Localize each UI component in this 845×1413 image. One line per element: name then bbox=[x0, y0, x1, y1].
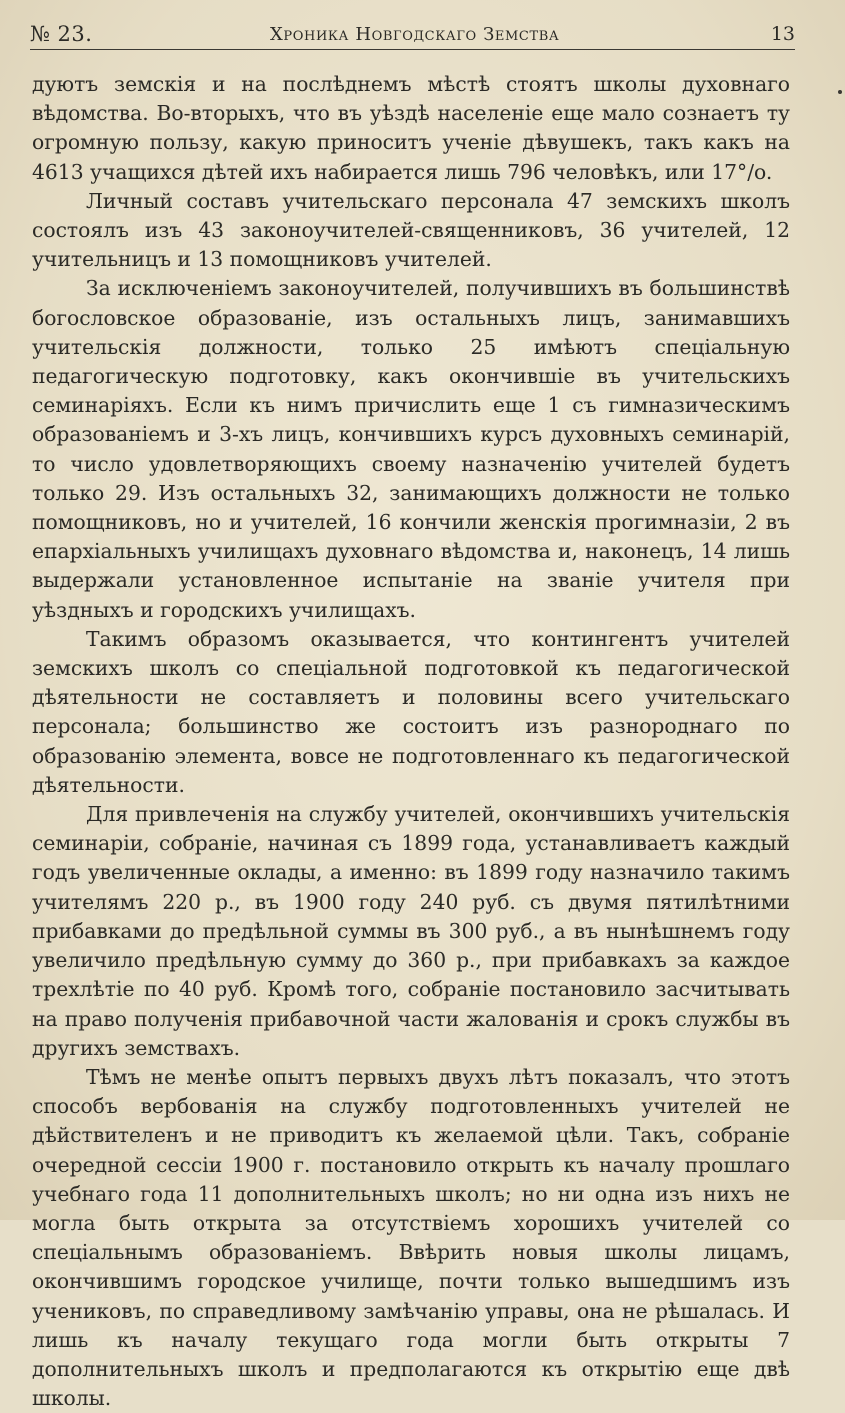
header-rule bbox=[30, 49, 795, 50]
paragraph: Тѣмъ не менѣе опытъ первыхъ двухъ лѣтъ показалъ, что этотъ способъ вербованія на службу подготовленныхъ учителей не дѣйствителенъ и не приводитъ къ желаемой цѣли. Такъ, собраніе очередной сессіи 1900 г. постановило открыть къ началу прошлаго учебнаго года 11 дополнительныхъ школъ; но ни одна изъ нихъ не могла быть открыта за отсутствіемъ хорошихъ учителей со спеціальнымъ образованіемъ. Ввѣрить новыя школы лицамъ, окончившимъ городское училище, почти только вышедшимъ изъ учениковъ, по справедливому замѣчанію управы, она не рѣшалась. И лишь къ началу текущаго года могли быть открыты 7 дополнительныхъ школъ и предполагаются къ открытію еще двѣ школы. bbox=[32, 1064, 790, 1411]
running-header bbox=[30, 22, 795, 52]
page-number: 13 bbox=[770, 23, 795, 45]
paragraph: Личный составъ учительскаго персонала 47 земскихъ школъ состоялъ изъ 43 законоучителей-священниковъ, 36 учителей, 12 учительницъ и 13 помощниковъ учителей. bbox=[32, 188, 790, 272]
margin-speck bbox=[838, 90, 842, 94]
paragraph: Такимъ образомъ оказывается, что контингентъ учителей земскихъ школъ со спеціальной подготовкой къ педагогической дѣятельности не составляетъ и половины всего учительскаго персонала; большинство же состоитъ изъ разнороднаго по образованію элемента, вовсе не подготовленнаго къ педагогической дѣятельности. bbox=[32, 626, 790, 797]
journal-title: Хроника Новгодскаго Земства bbox=[270, 24, 560, 45]
paragraph: Для привлеченія на службу учителей, окончившихъ учительскія семинаріи, собраніе, начиная съ 1899 года, устанавливаетъ каждый годъ увеличенные оклады, а именно: въ 1899 году назначило такимъ учителямъ 220 р., въ 1900 году 240 руб. съ двумя пятилѣтними прибавками до предѣльной суммы въ 300 руб., а въ нынѣшнемъ году увеличило предѣльную сумму до 360 р., при прибавкахъ за каждое трехлѣтіе по 40 руб. Кромѣ того, собраніе постановило засчитывать на право полученія прибавочной части жалованія и срокъ службы въ другихъ земствахъ. bbox=[32, 802, 790, 1060]
paragraph: дуютъ земскія и на послѣднемъ мѣстѣ стоятъ школы духовнаго вѣдомства. Во-вторыхъ, что въ уѣздѣ населеніе еще мало сознаетъ ту огромную пользу, какую приноситъ ученіе дѣвушекъ, такъ какъ на 4613 учащихся дѣтей ихъ набирается лишь 796 человѣкъ, или 17°/o. bbox=[32, 72, 790, 184]
paragraph: За исключеніемъ законоучителей, получившихъ въ большинствѣ богословское образованіе, изъ остальныхъ лицъ, занимавшихъ учительскія должности, только 25 имѣютъ спеціальную педагогическую подготовку, какъ окончившіе въ учительскихъ семинаріяхъ. Если къ нимъ причислить еще 1 съ гимназическимъ образованіемъ и 3-хъ лицъ, кончившихъ курсъ духовныхъ семинарій, то число удовлетворяющихъ своему назначенію учителей будетъ только 29. Изъ остальныхъ 32, занимающихъ должности не только помощниковъ, но и учителей, 16 кончили женскія прогимназіи, 2 въ епархіальныхъ училищахъ духовнаго вѣдомства и, наконецъ, 14 лишь выдержали установленное испытаніе на званіе учителя при уѣздныхъ и городскихъ училищахъ. bbox=[32, 276, 790, 622]
article-body bbox=[32, 70, 790, 1413]
issue-number: № 23. bbox=[30, 22, 93, 46]
